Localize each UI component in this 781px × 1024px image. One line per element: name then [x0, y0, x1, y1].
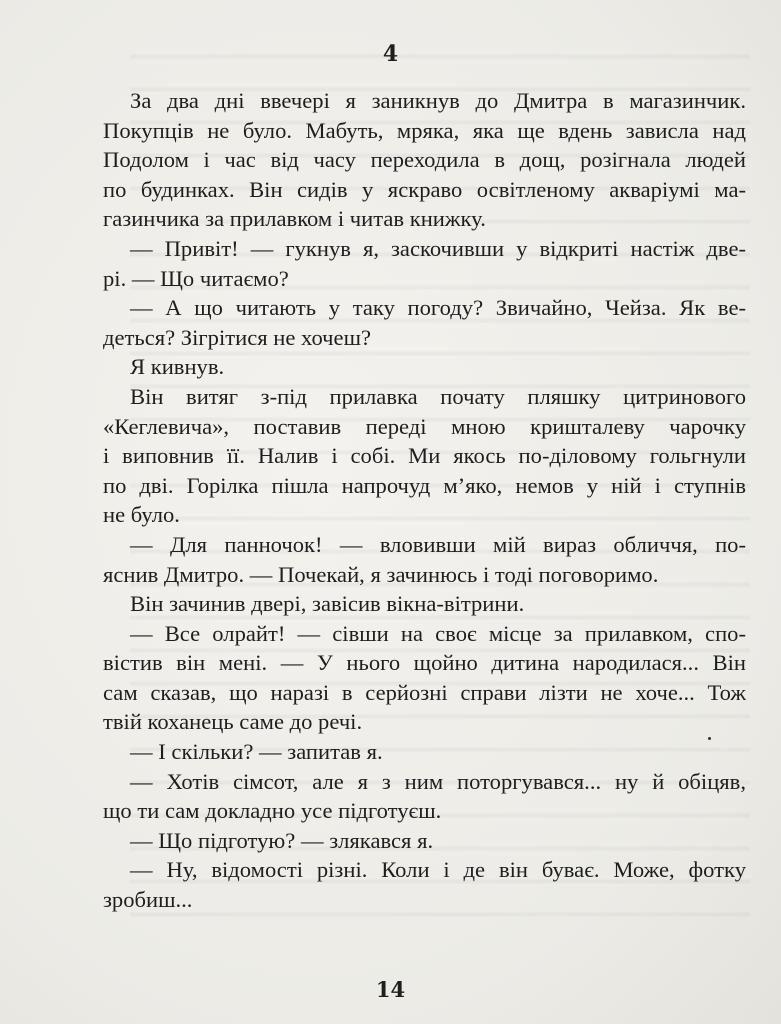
text-line: рі. — Що читаємо? [103, 265, 289, 291]
text-line: — І скільки? — запитав я. [130, 739, 383, 765]
text-line: — Що підготую? — злякався я. [130, 827, 434, 853]
body-text [103, 86, 746, 915]
text-line: — Привіт! — гукнув я, заскочивши у відкриті настіж две- [130, 235, 746, 261]
text-line: «Кеглевича», поставив переді мною кришталеву чарочку [103, 413, 746, 439]
text-line: сам сказав, що наразі в серйозні справи лізти не хоче... Тож [103, 679, 746, 705]
text-line: — Все олрайт! — сівши на своє місце за прилавком, спо- [130, 620, 746, 646]
text-line: За два дні ввечері я заникнув до Дмитра в магазинчик. [130, 88, 746, 113]
text-line: — Ну, відомості різні. Коли і де він буває. Може, фотку [130, 857, 746, 883]
text-line: газинчика за прилавком і читав книжку. [103, 206, 486, 232]
text-line: Він зачинив двері, завісив вікна-вітрини. [130, 591, 525, 617]
chapter-number: 4 [382, 41, 399, 67]
text-line: Він витяг з-під прилавка почату пляшку цитринового [130, 383, 746, 409]
text-line: твій коханець саме до речі. [103, 709, 363, 735]
text-line: Покупців не було. Мабуть, мряка, яка ще вдень зависла над [103, 117, 746, 143]
text-line: вістив він мені. — У нього щойно дитина народилася... Він [103, 650, 746, 676]
text-line: по дві. Горілка пішла напрочуд м’яко, немов у ній і ступнів [103, 472, 746, 498]
text-line: деться? Зігрітися не хочеш? [103, 324, 372, 350]
text-line: Я кивнув. [130, 354, 225, 380]
text-line: Подолом і час від часу переходила в дощ, розігнала людей [103, 147, 746, 173]
text-line: — А що читають у таку погоду? Звичайно, Чейза. Як ве- [130, 295, 746, 321]
text-line: що ти сам докладно усе підготуєш. [103, 798, 442, 824]
text-line: — Для панночок! — вловивши мій вираз обличчя, по- [130, 531, 746, 557]
text-line: яснив Дмитро. — Почекай, я зачинюсь і тоді поговоримо. [103, 561, 659, 587]
text-line: не було. [103, 502, 180, 528]
text-line: і виповнив її. Налив і собі. Ми якось по-діловому гольгнули [103, 443, 746, 469]
text-line: зробиш... [103, 887, 193, 913]
page-number: 14 [375, 977, 406, 1002]
print-speck [708, 737, 711, 740]
text-line: — Хотів сімсот, але я з ним поторгувався... ну й обіцяв, [130, 768, 746, 794]
text-line: по будинках. Він сидів у яскраво освітленому акваріумі ма- [103, 176, 746, 202]
